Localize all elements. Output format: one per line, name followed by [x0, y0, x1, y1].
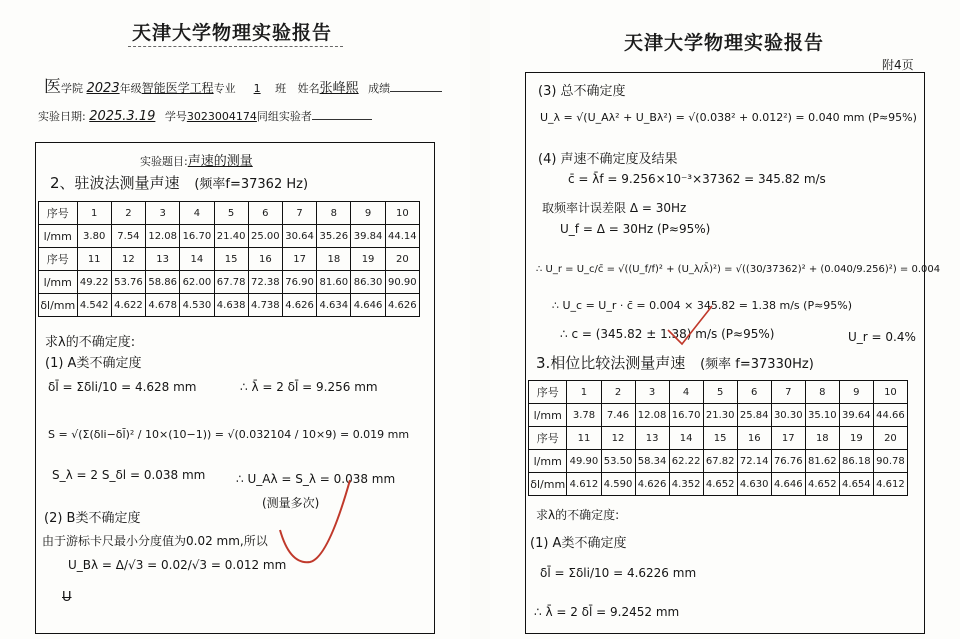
table-cell: 35.26	[317, 225, 351, 248]
table-cell: 12.08	[146, 225, 180, 248]
table-cell: 8	[317, 202, 351, 225]
table-cell: 15	[214, 248, 248, 271]
table-cell: 11	[77, 248, 111, 271]
table-cell: 3.78	[567, 404, 601, 427]
table-cell: 76.76	[771, 450, 805, 473]
left-lambda-formula: ∴ λ̄ = 2 δl̄ = 9.256 mm	[240, 380, 378, 394]
table-row	[529, 404, 908, 427]
table-cell: 7.54	[111, 225, 145, 248]
table-cell: 3	[635, 381, 669, 404]
table-cell: 62.00	[180, 271, 214, 294]
table-cell: 76.90	[282, 271, 316, 294]
section2-title	[50, 172, 308, 193]
table-cell: 44.14	[385, 225, 419, 248]
score-label: 成绩	[368, 82, 391, 95]
table-cell: 17	[771, 427, 805, 450]
table-cell: 4.646	[771, 473, 805, 496]
left-typeB-title: (2) B类不确定度	[44, 511, 141, 526]
name-value: 张峰熙	[319, 81, 359, 96]
table-cell: 4.612	[567, 473, 601, 496]
table-cell: 17	[282, 248, 316, 271]
table-cell: 4.630	[737, 473, 771, 496]
uc-formula: ∴ U_c = U_r · c̄ = 0.004 × 345.82 = 1.38 m/s (P≈95%)	[552, 299, 853, 312]
table-cell: 4	[669, 381, 703, 404]
speed-formula: c̄ = λ̄f = 9.256×10⁻³×37362 = 345.82 m/s	[568, 172, 826, 186]
left-s-formula: S = √(Σ(δli−δl̄)² / 10×(10−1)) = √(0.032104 / 10×9) = 0.019 mm	[48, 428, 410, 441]
table-cell: 8	[805, 381, 839, 404]
score-blank	[390, 91, 442, 92]
partner-blank	[312, 119, 372, 120]
table-row-header: l/mm	[39, 225, 78, 248]
table-cell: 4.626	[282, 294, 316, 317]
left-typeB-text: 由于游标卡尺最小分度值为0.02 mm,所以	[42, 534, 268, 548]
table-row	[529, 473, 908, 496]
table-cell: 16	[248, 248, 282, 271]
header-row-1	[44, 72, 442, 97]
table-cell: 9	[839, 381, 873, 404]
table-cell: 4.530	[180, 294, 214, 317]
table-row	[39, 225, 420, 248]
table-cell: 62.22	[669, 450, 703, 473]
id-value: 3023004174	[186, 110, 257, 123]
table-cell: 4.622	[111, 294, 145, 317]
college-value: 医	[44, 77, 61, 97]
table-cell: 39.84	[351, 225, 385, 248]
table-cell: 4.646	[351, 294, 385, 317]
table-cell: 44.66	[873, 404, 907, 427]
topic-label: 实验题目:	[140, 155, 188, 168]
report-page-right	[490, 0, 960, 639]
table-cell: 90.78	[873, 450, 907, 473]
partner-label: 同组实验者	[256, 110, 312, 123]
table-cell: 11	[567, 427, 601, 450]
table-cell: 14	[669, 427, 703, 450]
table-row	[39, 248, 420, 271]
table-cell: 4.626	[635, 473, 669, 496]
table-row-header: l/mm	[529, 404, 567, 427]
table-cell: 7	[771, 381, 805, 404]
attachment-page-label: 附4页	[882, 58, 914, 72]
table-cell: 7	[282, 202, 316, 225]
right-mean-formula: δl̄ = Σδli/10 = 4.6226 mm	[540, 566, 697, 580]
name-label: 姓名	[297, 82, 320, 95]
table-cell: 4.738	[248, 294, 282, 317]
table-cell: 53.50	[601, 450, 635, 473]
table-cell: 86.18	[839, 450, 873, 473]
table-cell: 4.634	[317, 294, 351, 317]
table-cell: 25.00	[248, 225, 282, 248]
right-uncert-title: 求λ的不确定度:	[536, 508, 620, 522]
table-cell: 16.70	[180, 225, 214, 248]
result-relative-uncertainty: U_r = 0.4%	[848, 330, 916, 344]
left-typeA-title: (1) A类不确定度	[45, 356, 142, 371]
table-cell: 1	[77, 202, 111, 225]
table-cell: 12.08	[635, 404, 669, 427]
table-cell: 19	[839, 427, 873, 450]
table-cell: 4.590	[601, 473, 635, 496]
table-cell: 81.62	[805, 450, 839, 473]
left-struck-text: U	[62, 590, 72, 605]
section3-frequency: (频率 f=37330Hz)	[700, 357, 814, 372]
table-cell: 3.80	[77, 225, 111, 248]
table-cell: 10	[873, 381, 907, 404]
table-cell: 67.78	[214, 271, 248, 294]
left-ua-formula: ∴ U_Aλ = S_λ = 0.038 mm	[236, 472, 396, 486]
topic-value: 声速的测量	[187, 154, 253, 169]
topic-row	[140, 150, 253, 169]
table-cell: 18	[805, 427, 839, 450]
section3-title-text: 3.相位比较法测量声速	[536, 354, 686, 372]
table-cell: 25.84	[737, 404, 771, 427]
class-label: 班	[275, 82, 287, 95]
table-cell: 81.60	[317, 271, 351, 294]
table-row-header: 序号	[39, 248, 78, 271]
right-lambda-formula: ∴ λ̄ = 2 δl̄ = 9.2452 mm	[534, 605, 680, 619]
table-cell: 72.38	[248, 271, 282, 294]
major-value: 智能医学工程	[141, 81, 214, 95]
table-cell: 19	[351, 248, 385, 271]
left-s-lambda: S_λ = 2 S_δl = 0.038 mm	[52, 468, 206, 482]
table-cell: 58.34	[635, 450, 669, 473]
table-cell: 4.652	[703, 473, 737, 496]
table-cell: 49.22	[77, 271, 111, 294]
college-label: 学院	[61, 82, 83, 95]
table-cell: 4.542	[77, 294, 111, 317]
table-cell: 4.352	[669, 473, 703, 496]
table-cell: 6	[737, 381, 771, 404]
table-cell: 86.30	[351, 271, 385, 294]
date-value: 2025.3.19	[89, 109, 156, 124]
table-cell: 4.654	[839, 473, 873, 496]
report-page-left	[0, 0, 470, 639]
table-row-header: δl/mm	[529, 473, 567, 496]
table-row	[529, 381, 908, 404]
report-title-right: 天津大学物理实验报告	[624, 32, 825, 54]
table-cell: 16.70	[669, 404, 703, 427]
table-cell: 16	[737, 427, 771, 450]
table-cell: 39.64	[839, 404, 873, 427]
table-cell: 20	[873, 427, 907, 450]
table-row-header: l/mm	[39, 271, 78, 294]
left-mean-formula: δl̄ = Σδli/10 = 4.628 mm	[48, 380, 197, 394]
table-cell: 5	[703, 381, 737, 404]
table-row	[529, 427, 908, 450]
table-row	[529, 450, 908, 473]
phase-comparison-data-table	[528, 380, 908, 496]
standing-wave-data-table	[38, 201, 420, 317]
table-cell: 21.30	[703, 404, 737, 427]
date-label: 实验日期:	[38, 110, 86, 123]
table-cell: 1	[567, 381, 601, 404]
table-cell: 5	[214, 202, 248, 225]
header-row-2	[38, 108, 372, 124]
table-cell: 67.82	[703, 450, 737, 473]
result-formula: ∴ c = (345.82 ± 1.38) m/s (P≈95%)	[560, 327, 775, 341]
table-cell: 9	[351, 202, 385, 225]
table-cell: 4.612	[873, 473, 907, 496]
table-cell: 4.652	[805, 473, 839, 496]
table-cell: 30.64	[282, 225, 316, 248]
freq-error: 取频率计误差限 Δ = 30Hz	[542, 201, 687, 215]
table-row	[39, 271, 420, 294]
table-cell: 13	[635, 427, 669, 450]
table-cell: 18	[317, 248, 351, 271]
id-label: 学号	[164, 110, 187, 123]
section2-frequency: (频率f=37362 Hz)	[194, 177, 309, 192]
right-typeA-title: (1) A类不确定度	[530, 536, 627, 551]
section3-title	[536, 352, 814, 373]
table-cell: 4.638	[214, 294, 248, 317]
table-cell: 4.626	[385, 294, 419, 317]
table-row	[39, 202, 420, 225]
table-cell: 72.14	[737, 450, 771, 473]
table-row	[39, 294, 420, 317]
left-uncert-title: 求λ的不确定度:	[45, 335, 136, 350]
table-cell: 21.40	[214, 225, 248, 248]
section2-title-text: 2、驻波法测量声速	[50, 174, 180, 192]
table-cell: 15	[703, 427, 737, 450]
table-cell: 4	[180, 202, 214, 225]
ur-formula: ∴ U_r = U_c/c̄ = √((U_f/f)² + (U_λ/λ̄)²) = √((30/37362)² + (0.040/9.256)²) = 0.004	[536, 264, 941, 275]
total-title: (3) 总不确定度	[538, 84, 626, 99]
total-formula: U_λ = √(U_Aλ² + U_Bλ²) = √(0.038² + 0.012²) = 0.040 mm (P≈95%)	[540, 111, 917, 124]
table-cell: 2	[111, 202, 145, 225]
table-row-header: l/mm	[529, 450, 567, 473]
table-cell: 13	[146, 248, 180, 271]
table-cell: 2	[601, 381, 635, 404]
grade-value: 2023	[86, 81, 120, 96]
grade-label: 年级	[119, 82, 142, 95]
table-cell: 53.76	[111, 271, 145, 294]
table-cell: 4.678	[146, 294, 180, 317]
major-label: 专业	[213, 82, 236, 95]
left-ub-formula: U_Bλ = Δ/√3 = 0.02/√3 = 0.012 mm	[68, 558, 287, 572]
table-row-header: δl/mm	[39, 294, 78, 317]
table-cell: 58.86	[146, 271, 180, 294]
table-cell: 3	[146, 202, 180, 225]
class-value: 1	[253, 82, 261, 95]
table-cell: 12	[601, 427, 635, 450]
table-row-header: 序号	[529, 381, 567, 404]
table-row-header: 序号	[39, 202, 78, 225]
uf-formula: U_f = Δ = 30Hz (P≈95%)	[560, 222, 711, 236]
speed-title: (4) 声速不确定度及结果	[538, 152, 678, 167]
left-ua-note: (测量多次)	[262, 496, 320, 510]
table-cell: 10	[385, 202, 419, 225]
table-cell: 12	[111, 248, 145, 271]
red-tick-mark-icon	[660, 300, 720, 350]
table-row-header: 序号	[529, 427, 567, 450]
title-underline	[128, 46, 343, 47]
table-cell: 20	[385, 248, 419, 271]
table-cell: 14	[180, 248, 214, 271]
red-check-mark-icon	[270, 470, 360, 570]
report-title: 天津大学物理实验报告	[132, 22, 333, 44]
table-cell: 7.46	[601, 404, 635, 427]
table-cell: 30.30	[771, 404, 805, 427]
table-cell: 90.90	[385, 271, 419, 294]
table-cell: 49.90	[567, 450, 601, 473]
table-cell: 6	[248, 202, 282, 225]
table-cell: 35.10	[805, 404, 839, 427]
